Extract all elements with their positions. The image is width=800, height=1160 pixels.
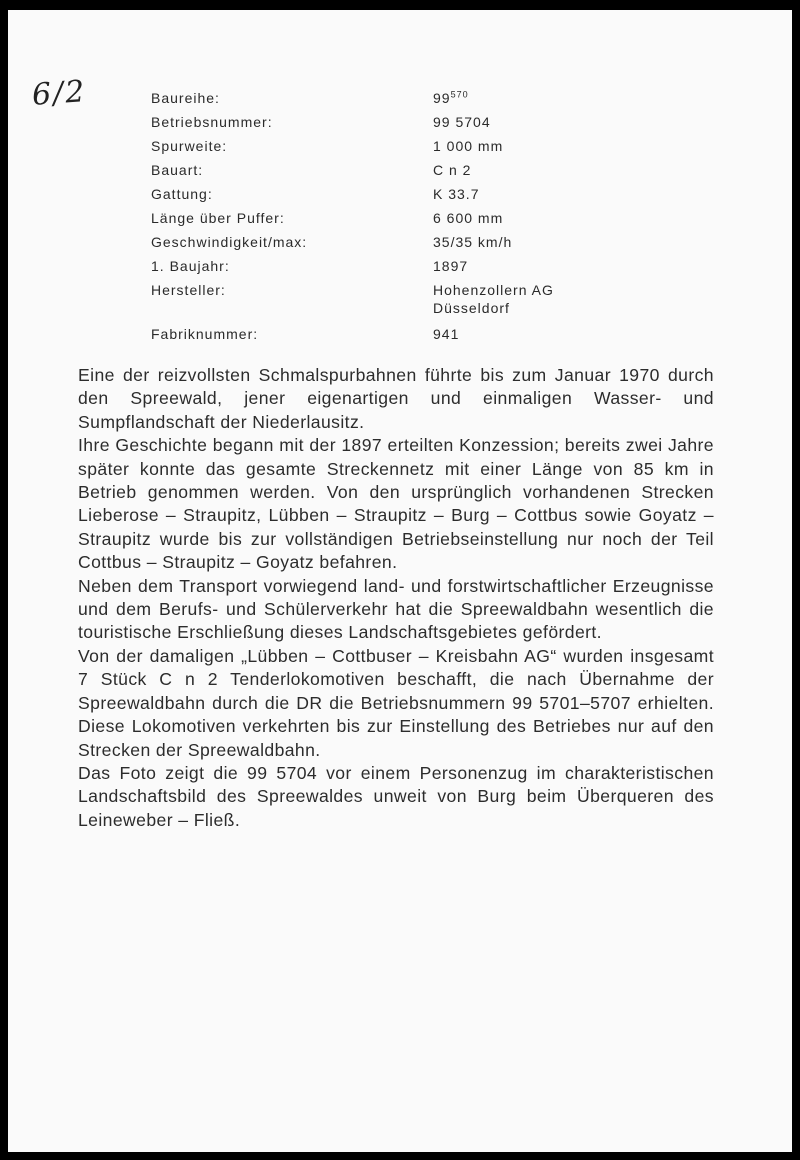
paragraph: Neben dem Transport vorwiegend land- und forstwirtschaftlicher Erzeugnisse und dem Berufs- und Schülerverkehr hat die Spreewaldbahn wesentlich die touristische Erschließung dieses Landschaftsgebietes gefördert.: [78, 575, 714, 643]
handwritten-note: 6/2: [30, 74, 88, 113]
spec-value-line: Hohenzollern AG: [433, 282, 554, 298]
spec-row: [151, 110, 671, 134]
spec-label: Betriebsnummer:: [151, 114, 273, 130]
spec-value: 1897: [433, 258, 469, 274]
spec-value: C n 2: [433, 162, 472, 178]
spec-row: [151, 322, 671, 346]
spec-table: [151, 86, 671, 346]
spec-label: Bauart:: [151, 162, 204, 178]
paragraph: Das Foto zeigt die 99 5704 vor einem Personenzug im charakteristischen Landschaftsbild des Spreewaldes unweit von Burg beim Überqueren des Leineweber – Fließ.: [78, 762, 714, 830]
spec-value: 1 000 mm: [433, 138, 504, 154]
paragraph: Von der damaligen „Lübben – Cottbuser – Kreisbahn AG“ wurden insgesamt 7 Stück C n 2 Tenderlokomotiven beschafft, die nach Übernahme der Spreewaldbahn durch die DR die Betriebsnummern 99 5701–5707 erhielten. Diese Lokomotiven verkehrten bis zur Einstellung des Betriebes nur auf den Strecken der Spreewaldbahn.: [78, 645, 714, 760]
spec-value: 99 5704: [433, 114, 491, 130]
paragraph: Ihre Geschichte begann mit der 1897 erteilten Konzession; bereits zwei Jahre später konnte das gesamte Streckennetz mit einer Länge von 85 km in Betrieb genommen werden. Von den ursprünglich vorhandenen Strecken Lieberose – Straupitz, Lübben – Straupitz – Burg – Cottbus sowie Goyatz – Straupitz wurde bis zur vollständigen Betriebseinstellung nur noch der Teil Cottbus – Straupitz – Goyatz befahren.: [78, 435, 714, 573]
spec-label: Länge über Puffer:: [151, 210, 285, 226]
spec-value: K 33.7: [433, 186, 480, 202]
body-text: [78, 364, 714, 832]
spec-row: [151, 278, 671, 317]
spec-row: [151, 134, 671, 158]
spec-label: Geschwindigkeit/max:: [151, 234, 308, 250]
spec-row: [151, 230, 671, 254]
spec-label: Hersteller:: [151, 282, 226, 298]
spec-value: 35/35 km/h: [433, 234, 513, 250]
spec-value: 6 600 mm: [433, 210, 504, 226]
spec-label: Gattung:: [151, 186, 213, 202]
document-card: [8, 10, 792, 1152]
spec-row: [151, 254, 671, 278]
spec-row: [151, 206, 671, 230]
spec-label: 1. Baujahr:: [151, 258, 230, 274]
spec-row: [151, 182, 671, 206]
spec-row: [151, 86, 671, 110]
spec-label: Fabriknummer:: [151, 326, 259, 342]
spec-value: 941: [433, 326, 460, 342]
spec-row: [151, 158, 671, 182]
paragraph: Eine der reizvollsten Schmalspurbahnen führte bis zum Januar 1970 durch den Spreewald, jener eigenartigen und einmaligen Wasser- und Sumpflandschaft der Niederlausitz.: [78, 365, 714, 432]
spec-value-line: Düsseldorf: [433, 300, 510, 316]
spec-value-superscript: 570: [450, 89, 469, 100]
spec-value: [433, 278, 671, 317]
spec-value: $99^{570}$: [433, 89, 469, 106]
spec-label: Spurweite:: [151, 138, 228, 154]
spec-label: Baureihe:: [151, 90, 220, 106]
